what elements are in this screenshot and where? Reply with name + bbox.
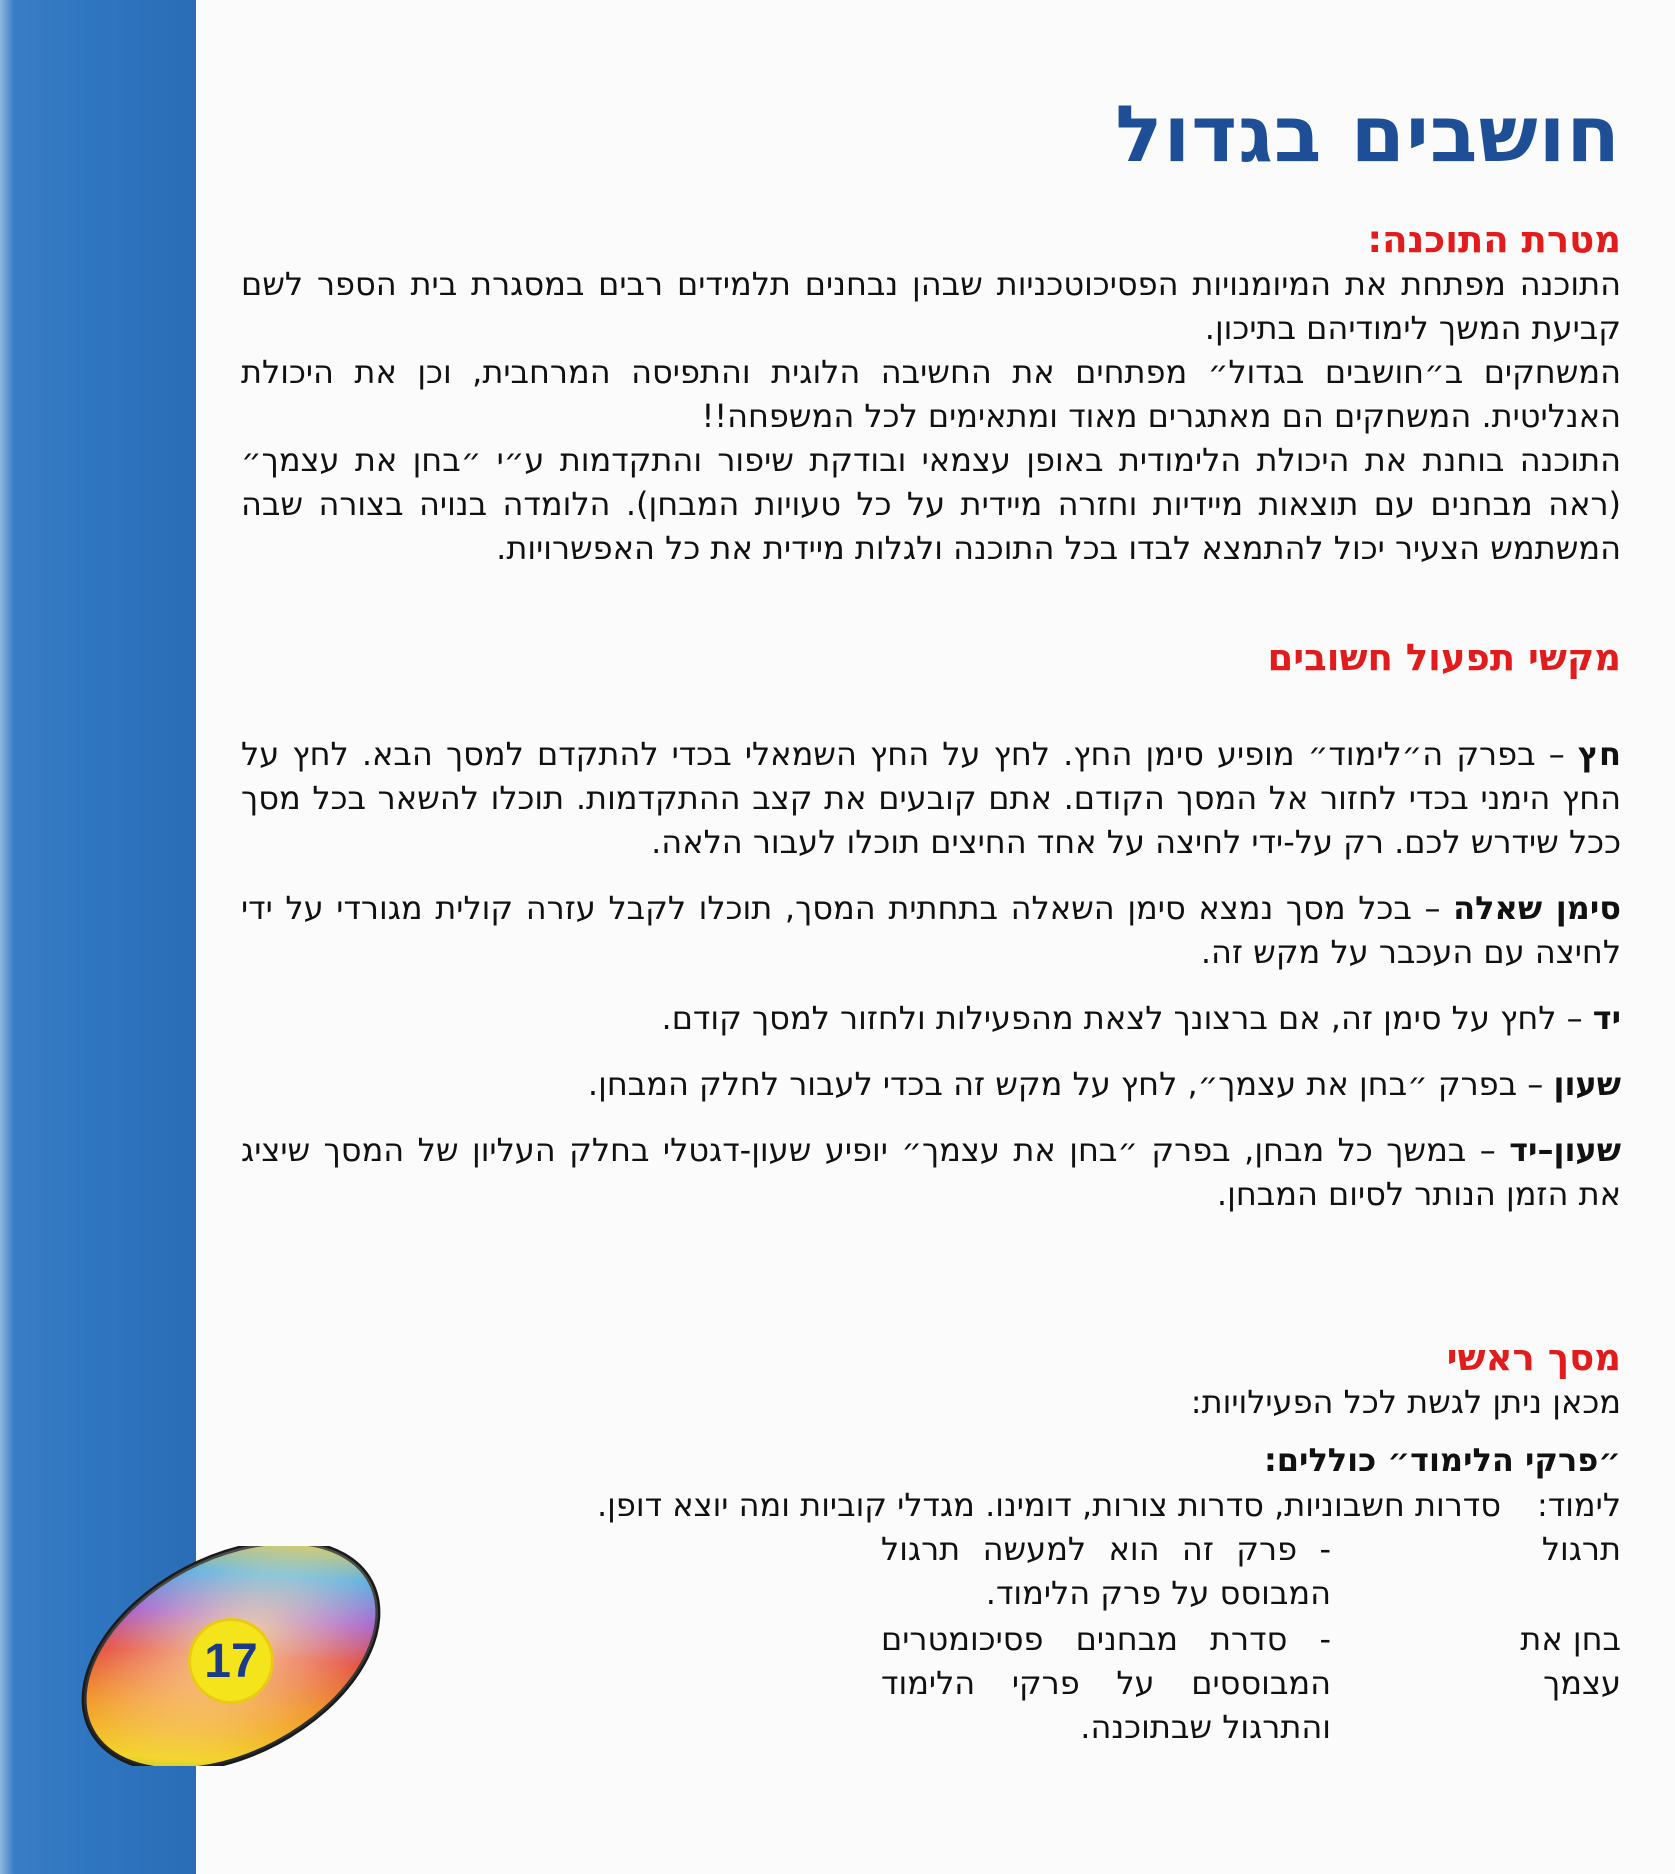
key-item-question-mark bbox=[241, 886, 1621, 974]
page-number-badge: 17 bbox=[188, 1618, 274, 1704]
key-item-arrow bbox=[241, 732, 1621, 864]
key-term: חץ bbox=[1577, 735, 1621, 774]
chapter-row-study bbox=[241, 1483, 1621, 1527]
chapter-key: תרגול bbox=[1541, 1530, 1621, 1569]
page-title: חושבים בגדול bbox=[1115, 90, 1621, 180]
goal-paragraph-2: המשחקים ב״חושבים בגדול״ מפתחים את החשיבה הלוגית והתפיסה המרחבית, וכן את היכולת האנליטית. המשחקים הם מאתגרים מאוד ומתאימים לכל המשפחה!! bbox=[241, 353, 1621, 436]
goal-paragraph-3: התוכנה בוחנת את היכולת הלימודית באופן עצמאי ובודקת שיפור והתקדמות ע״י ״בחן את עצמך״ (ראה מבחנים עם תוצאות מיידיות וחזרה מיידית על כל טעויות המבחן). הלומדה בנויה בצורה שבה המשתמש הצעיר יכול להתמצא לבדו בכל התוכנה ולגלות מיידית את כל האפשרויות. bbox=[241, 441, 1621, 568]
key-description: – לחץ על סימן זה, אם ברצונך לצאת מהפעילות ולחזור למסך קודם. bbox=[661, 999, 1593, 1038]
main-screen-section bbox=[241, 1336, 1621, 1749]
key-item-clock bbox=[241, 1062, 1621, 1106]
key-description: – בכל מסך נמצא סימן השאלה בתחתית המסך, תוכלו לקבל עזרה קולית מגורדי על ידי לחיצה עם העכבר על מקש זה. bbox=[241, 889, 1621, 972]
chapters-heading: ״פרקי הלימוד״ כוללים: bbox=[1263, 1441, 1621, 1480]
key-item-clock-hand bbox=[241, 1128, 1621, 1216]
chapter-value: - פרק זה הוא למעשה תרגול המבוסס על פרק הלימוד. bbox=[881, 1530, 1331, 1613]
goal-paragraph-1: התוכנה מפתחת את המיומנויות הפסיכוטכניות שבהן נבחנים תלמידים רבים במסגרת בית הספר לשם קביעת המשך לימודיהם בתיכון. bbox=[241, 265, 1621, 348]
key-term: שעון bbox=[1553, 1065, 1621, 1104]
goal-heading: מטרת התוכנה: bbox=[1367, 218, 1621, 261]
key-term: סימן שאלה bbox=[1453, 889, 1622, 928]
sidebar-edge bbox=[0, 0, 14, 1874]
keys-heading: מקשי תפעול חשובים bbox=[1267, 636, 1621, 679]
chapter-row-practice bbox=[241, 1527, 1621, 1615]
key-description: – במשך כל מבחן, בפרק ״בחן את עצמך״ יופיע שעון-דגטלי בחלק העליון של המסך שיציג את הזמן הנותר לסיום המבחן. bbox=[241, 1131, 1621, 1214]
chapter-value: - סדרת מבחנים פסיכומטרים המבוססים על פרקי הלימוד והתרגול שבתוכנה. bbox=[881, 1620, 1331, 1747]
main-screen-intro: מכאן ניתן לגשת לכל הפעילויות: bbox=[1190, 1383, 1621, 1422]
key-description: – בפרק ה״לימוד״ מופיע סימן החץ. לחץ על החץ השמאלי בכדי להתקדם למסך הבא. לחץ על החץ הימני בכדי לחזור אל המסך הקודם. אתם קובעים את קצב ההתקדמות. תוכלו להשאר בכל מסך ככל שידרש לכם. רק על-ידי לחיצה על אחד החיצים תוכלו לעבור הלאה. bbox=[241, 735, 1621, 862]
goal-section bbox=[241, 218, 1621, 570]
chapter-key: לימוד: bbox=[1536, 1486, 1621, 1525]
main-screen-heading: מסך ראשי bbox=[1446, 1336, 1621, 1379]
key-term: יד bbox=[1592, 999, 1621, 1038]
chapter-value: סדרות חשבוניות, סדרות צורות, דומינו. מגדלי קוביות ומה יוצא דופן. bbox=[596, 1486, 1501, 1525]
key-term: שעון–יד bbox=[1509, 1131, 1621, 1170]
key-description: – בפרק ״בחן את עצמך״, לחץ על מקש זה בכדי לעבור לחלק המבחן. bbox=[587, 1065, 1554, 1104]
key-item-hand bbox=[241, 996, 1621, 1040]
chapter-row-self-test bbox=[241, 1617, 1621, 1749]
keys-section bbox=[241, 636, 1621, 1216]
chapter-key: בחן את עצמך bbox=[1520, 1620, 1621, 1703]
